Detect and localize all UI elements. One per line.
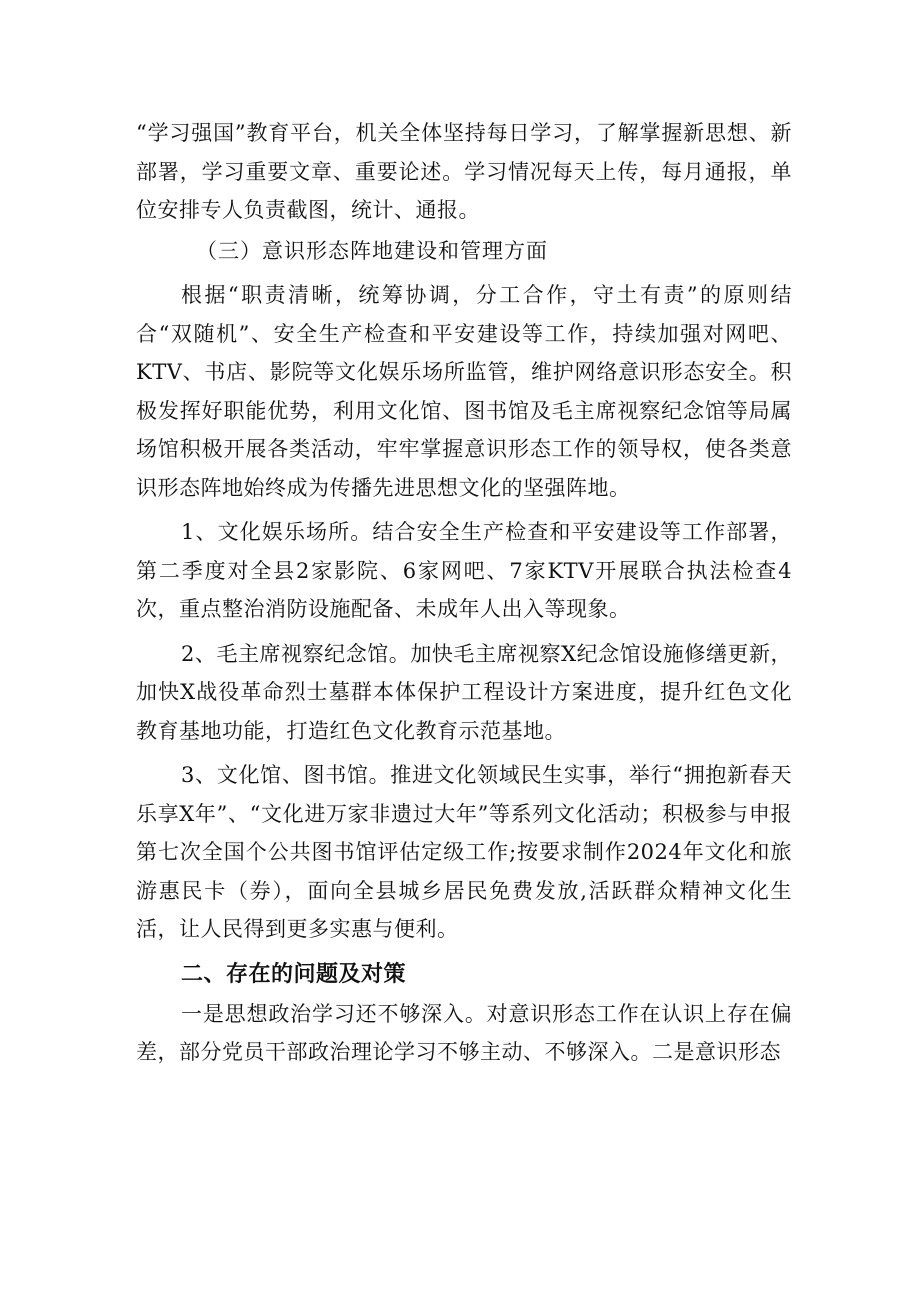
- paragraph-entertainment-venues: 1、文化娱乐场所。结合安全生产检查和平安建设等工作部署，第二季度对全县2家影院、6家网吧、7家KTV开展联合执法检查4次，重点整治消防设施配备、未成年人出入等现象。: [136, 520, 792, 621]
- paragraph-culture-library: 3、文化馆、图书馆。推进文化领域民生实事，举行“拥抱新春天乐享X年”、“文化进万家非遗过大年”等系列文化活动；积极参与申报第七次全国个公共图书馆评估定级工作;按要求制作2024年文化和旅游惠民卡（券），面向全县城乡居民免费发放,活跃群众精神文化生活，让人民得到更多实惠与便利。: [136, 763, 792, 941]
- paragraph-problems: 一是思想政治学习还不够深入。对意识形态工作在认识上存在偏差，部分党员干部政治理论学习不够主动、不够深入。二是意识形态: [136, 1001, 792, 1064]
- subsection-heading-ideology-position: （三）意识形态阵地建设和管理方面: [196, 238, 548, 263]
- document-page: [136, 114, 792, 1072]
- paragraph-memorial-hall: 2、毛主席视察纪念馆。加快毛主席视察X纪念馆设施修缮更新，加快X战役革命烈士墓群本体保护工程设计方案进度，提升红色文化教育基地功能，打造红色文化教育示范基地。: [136, 641, 792, 743]
- paragraph-position-management: 根据“职责清晰，统筹协调，分工合作，守土有责”的原则结合“双随机”、安全生产检查和平安建设等工作，持续加强对网吧、KTV、书店、影院等文化娱乐场所监管，维护网络意识形态安全。积极发挥好职能优势，利用文化馆、图书馆及毛主席视察纪念馆等局属场馆积极开展各类活动，牢牢掌握意识形态工作的领导权，使各类意识形态阵地始终成为传播先进思想文化的坚强阵地。: [136, 283, 792, 500]
- paragraph-study-platform: “学习强国”教育平台，机关全体坚持每日学习，了解掌握新思想、新部署，学习重要文章、重要论述。学习情况每天上传，每月通报，单位安排专人负责截图，统计、通报。: [136, 121, 792, 222]
- section-heading-problems: 二、存在的问题及对策: [181, 961, 407, 987]
